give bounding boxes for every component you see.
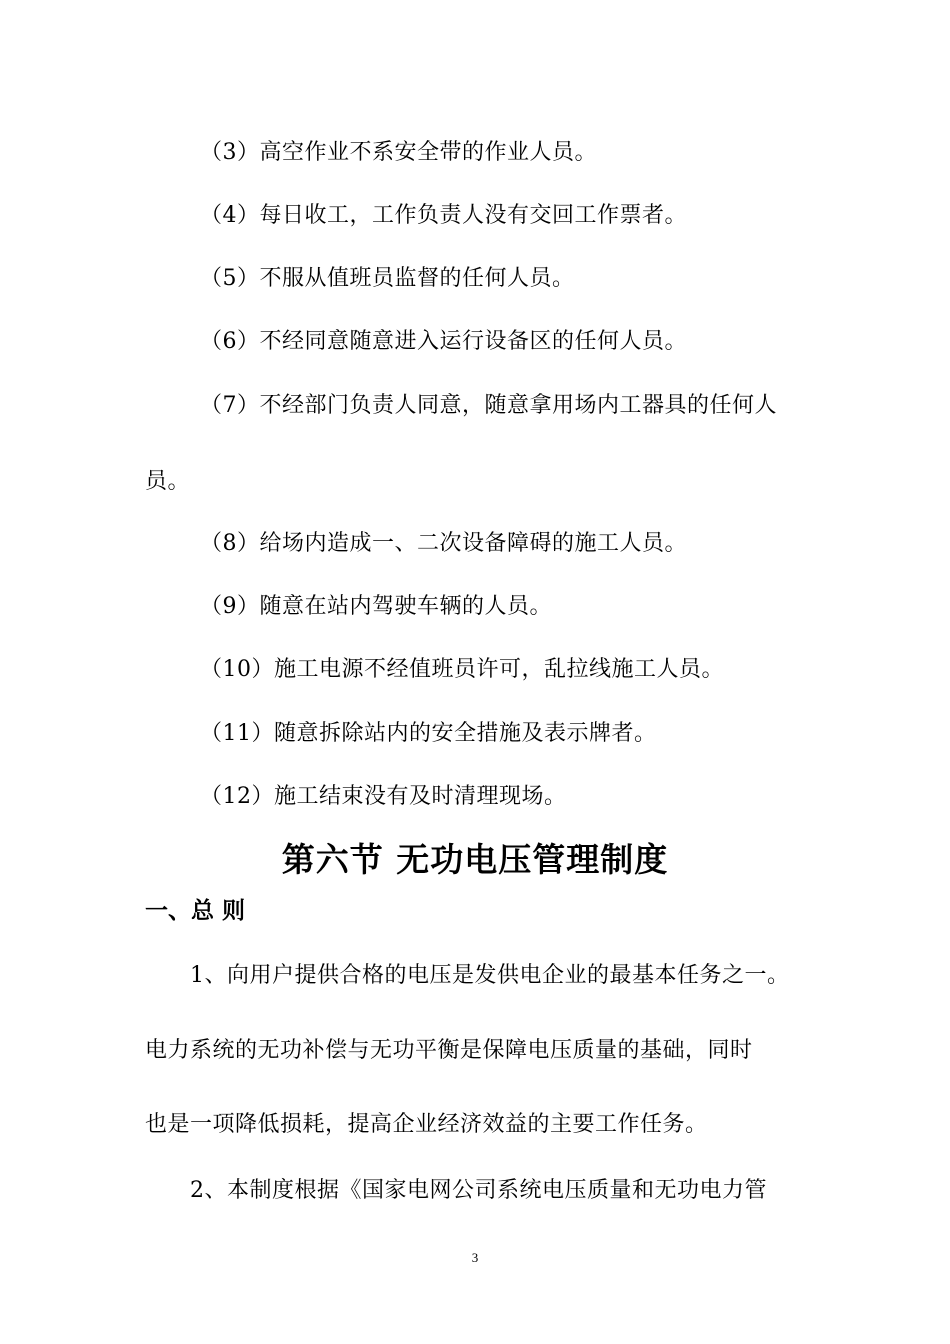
list-item-4: （4）每日收工，工作负责人没有交回工作票者。	[200, 203, 687, 228]
section-title: 第六节 无功电压管理制度	[281, 840, 669, 879]
list-item-7: （7）不经部门负责人同意，随意拿用场内工器具的任何人	[200, 393, 777, 418]
list-item-5: （5）不服从值班员监督的任何人员。	[200, 266, 575, 291]
list-item-9: （9）随意在站内驾驶车辆的人员。	[200, 594, 552, 619]
list-item-3: （3）高空作业不系安全带的作业人员。	[200, 140, 597, 165]
list-item-8: （8）给场内造成一、二次设备障碍的施工人员。	[200, 531, 687, 556]
body-paragraph-1-line-2: 电力系统的无功补偿与无功平衡是保障电压质量的基础，同时	[145, 1038, 753, 1063]
page-number: 3	[471, 1250, 479, 1265]
list-item-6: （6）不经同意随意进入运行设备区的任何人员。	[200, 329, 687, 354]
body-paragraph-2-line-1: 2、本制度根据《国家电网公司系统电压质量和无功电力管	[190, 1178, 767, 1203]
body-paragraph-1-line-1: 1、向用户提供合格的电压是发供电企业的最基本任务之一。	[190, 963, 790, 988]
list-item-10: （10）施工电源不经值班员许可，乱拉线施工人员。	[200, 657, 724, 682]
body-paragraph-1-line-3: 也是一项降低损耗，提高企业经济效益的主要工作任务。	[145, 1112, 708, 1137]
sub-heading: 一、总 则	[145, 898, 246, 924]
list-item-7-continuation: 员。	[145, 469, 191, 494]
list-item-12: （12）施工结束没有及时清理现场。	[200, 784, 567, 809]
list-item-11: （11）随意拆除站内的安全措施及表示牌者。	[200, 721, 657, 746]
